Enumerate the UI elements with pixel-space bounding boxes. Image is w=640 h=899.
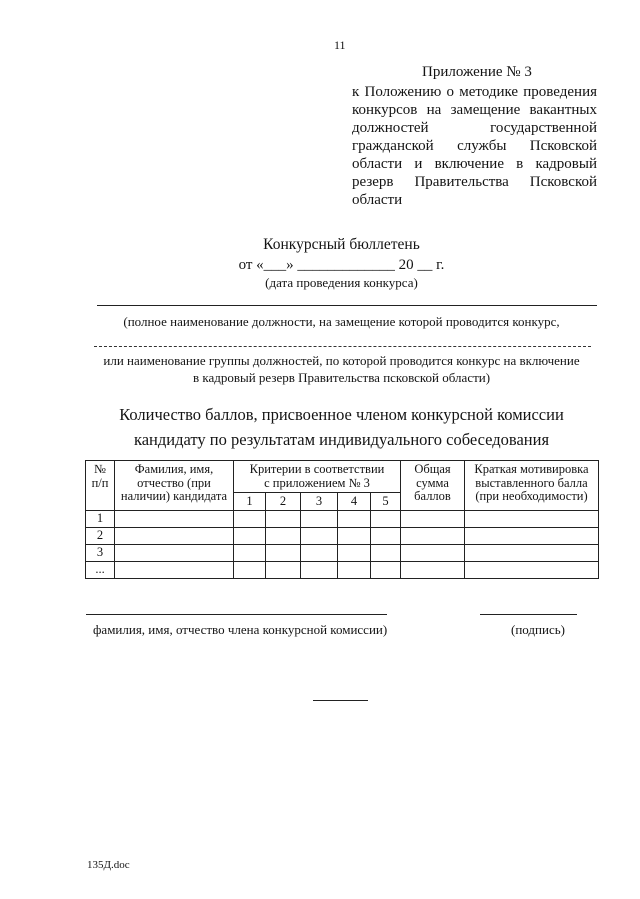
candidate-name-cell (115, 545, 234, 562)
candidate-name-cell (115, 562, 234, 579)
table-row (86, 562, 599, 579)
group-caption-line: в кадровый резерв Правительства псковской области) (192, 370, 491, 385)
criterion-score-cell (234, 545, 266, 562)
criterion-number: 3 (301, 493, 338, 511)
criterion-score-cell (371, 528, 401, 545)
page-number: 11 (334, 38, 346, 52)
total-score-cell (401, 528, 465, 545)
criterion-score-cell (338, 511, 371, 528)
appendix-line: конкурсов на замещение вакантных (352, 102, 597, 118)
position-caption: (полное наименование должности, на замещение которой проводится конкурс, (123, 314, 560, 329)
total-score-cell (401, 562, 465, 579)
criterion-number: 1 (234, 493, 266, 511)
criterion-score-cell (301, 562, 338, 579)
criterion-score-cell (266, 528, 301, 545)
motivation-cell (465, 528, 599, 545)
motivation-cell (465, 562, 599, 579)
motivation-cell (465, 545, 599, 562)
signature-rule (480, 614, 577, 615)
header-total: Общая сумма баллов (401, 461, 465, 511)
criterion-score-cell (371, 562, 401, 579)
row-number-cell: ... (86, 562, 115, 579)
criterion-score-cell (301, 545, 338, 562)
table-heading-line: Количество баллов, присвоенное членом конкурсной комиссии (119, 405, 564, 424)
criterion-score-cell (301, 528, 338, 545)
appendix-line: должностей государственной (352, 120, 597, 136)
appendix-line: к Положению о методике проведения (352, 84, 597, 100)
criterion-score-cell (371, 545, 401, 562)
appendix-title: Приложение № 3 (422, 64, 532, 80)
criterion-score-cell (234, 562, 266, 579)
table-header-row (86, 461, 599, 493)
appendix-line: резерв Правительства Псковской (352, 174, 597, 190)
table-row (86, 511, 599, 528)
criterion-score-cell (234, 511, 266, 528)
appendix-line: области (352, 192, 403, 208)
row-number-cell: 1 (86, 511, 115, 528)
motivation-cell (465, 511, 599, 528)
criterion-number: 2 (266, 493, 301, 511)
criterion-number: 5 (371, 493, 401, 511)
criterion-score-cell (266, 545, 301, 562)
scores-table (85, 460, 599, 579)
appendix-reference (352, 83, 597, 209)
header-motivation: Краткая мотивировка выставленного балла (при необходимости) (465, 461, 599, 511)
footer-file-name: 135Д.doc (87, 859, 130, 871)
group-caption-line: или наименование группы должностей, по которой проводится конкурс на включение (103, 353, 580, 368)
header-candidate-name: Фамилия, имя, отчество (при наличии) кандидата (115, 461, 234, 511)
appendix-line: гражданской службы Псковской (352, 138, 597, 154)
criterion-score-cell (338, 562, 371, 579)
criterion-score-cell (301, 511, 338, 528)
ballot-title: Конкурсный бюллетень (263, 236, 420, 253)
candidate-name-cell (115, 528, 234, 545)
position-name-rule (97, 305, 597, 306)
end-rule (313, 700, 368, 701)
table-row (86, 528, 599, 545)
total-score-cell (401, 545, 465, 562)
appendix-line: области и включение в кадровый (352, 156, 597, 172)
total-score-cell (401, 511, 465, 528)
member-name-rule (86, 614, 387, 615)
criterion-score-cell (338, 528, 371, 545)
table-heading-line: кандидату по результатам индивидуального собеседования (133, 430, 550, 449)
group-name-rule (94, 346, 591, 347)
table-row (86, 545, 599, 562)
ballot-date-line: от «___» _____________ 20 __ г. (238, 257, 445, 273)
row-number-cell: 2 (86, 528, 115, 545)
criterion-score-cell (234, 528, 266, 545)
member-name-caption: фамилия, имя, отчество члена конкурсной комиссии) (93, 622, 388, 637)
criterion-score-cell (266, 511, 301, 528)
criterion-number: 4 (338, 493, 371, 511)
row-number-cell: 3 (86, 545, 115, 562)
criterion-score-cell (371, 511, 401, 528)
candidate-name-cell (115, 511, 234, 528)
ballot-date-caption: (дата проведения конкурса) (265, 275, 418, 290)
header-number: № п/п (86, 461, 115, 511)
criterion-score-cell (266, 562, 301, 579)
criterion-score-cell (338, 545, 371, 562)
signature-caption: (подпись) (511, 622, 565, 637)
header-criteria: Критерии в соответствии с приложением № 3 (234, 461, 401, 493)
